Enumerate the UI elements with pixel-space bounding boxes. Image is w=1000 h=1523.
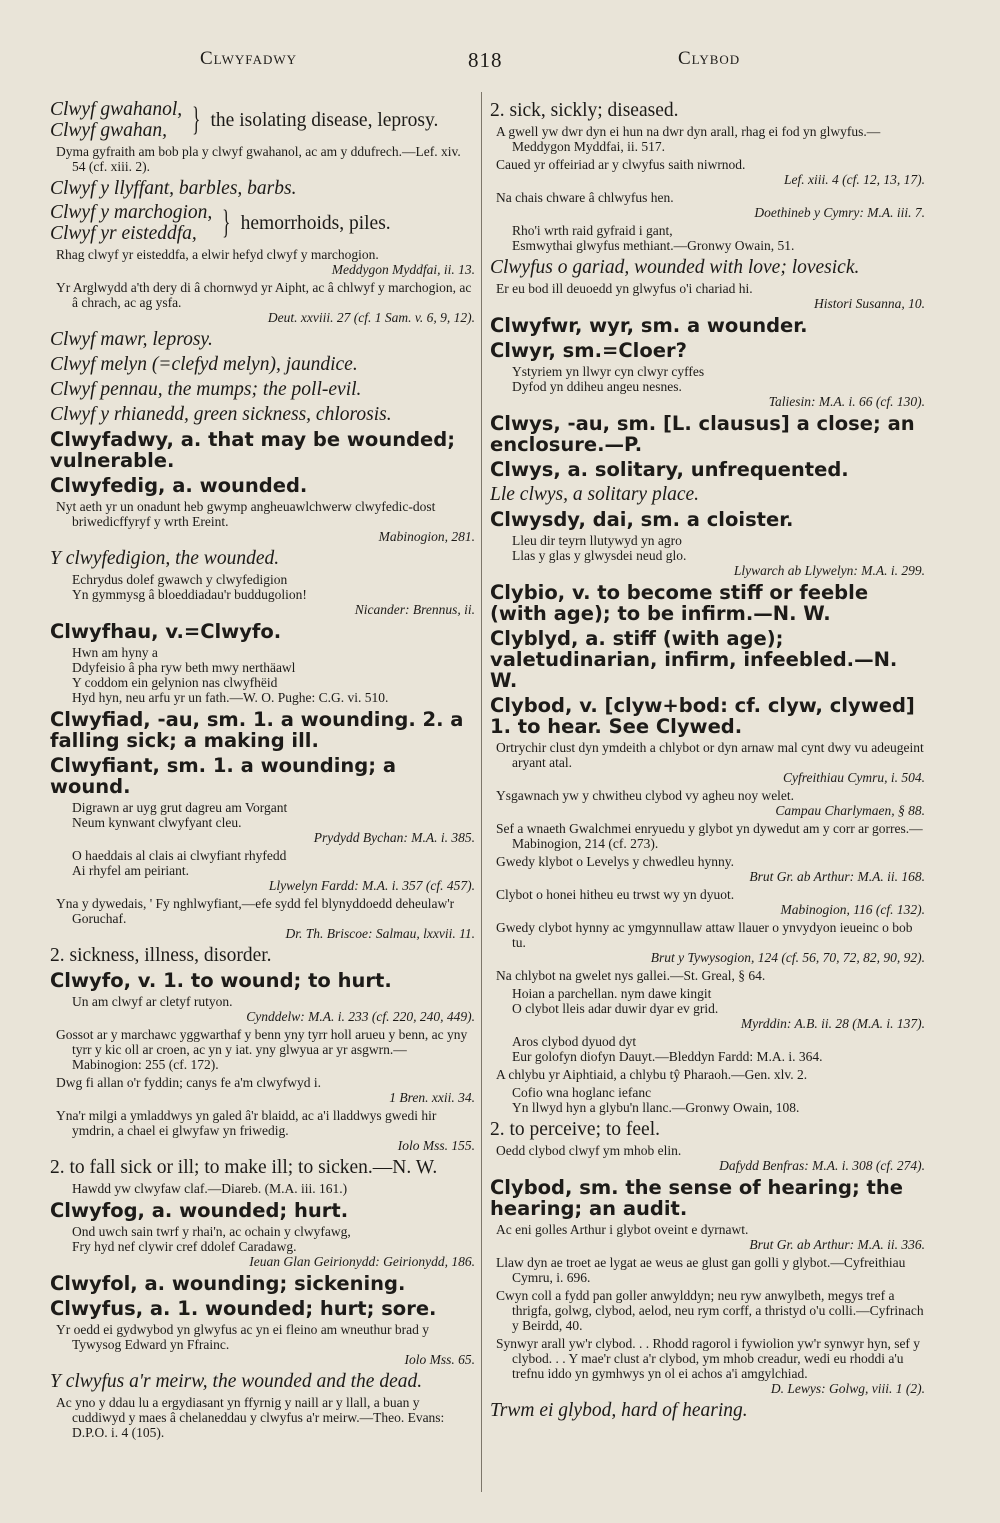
entry: Clwyf mawr, leprosy. — [50, 329, 213, 350]
quotation: Cofio wna hoglanc iefanc Yn llwyd hyn a glybu'n llanc.—Gronwy Owain, 108. — [512, 1085, 800, 1115]
column-divider — [481, 92, 482, 1492]
quotation: Caued yr offeiriad ar y clwyfus saith niwrnod. Lef. xiii. 4 (cf. 12, 13, 17). — [496, 157, 925, 187]
entry-headword: Clwyfwr, wyr, sm. a wounder. — [490, 314, 808, 337]
quotation: Lleu dir teyrn llutywyd yn agro Llas y glas y glwysdei neud glo. Llywarch ab Llywelyn: M.A. i. 299. — [512, 533, 925, 578]
entry-headword: Clwyfo, v. 1. to wound; to hurt. — [50, 969, 392, 992]
quotation-source: Mabinogion, 281. — [378, 529, 475, 544]
quotation: Cwyn coll a fydd pan goller anwylddyn; neu ryw anwylbeth, megys tref a thrigfa, golwg, clybod, aelod, neu rym corff, a thristyd o'u colli.—Cyfrinach y Beirdd, 40. — [496, 1288, 924, 1333]
entry-headword: Clwyfadwy, a. that may be wounded; vulnerable. — [50, 428, 456, 472]
entry-headword: Clwyfedig, a. wounded. — [50, 474, 308, 497]
quotation: Un am clwyf ar cletyf rutyon. Cynddelw: M.A. i. 233 (cf. 220, 240, 449). — [72, 994, 475, 1024]
quotation: Hwn am hyny a Ddyfeisio â pha ryw beth mwy nerthäawl Y coddom ein gelynion nas clwyfhëid Hyd hyn, neu arfu yr un fath.—W. O. Pughe: C.G. vi. 510. — [72, 645, 389, 705]
quotation-source: Nicander: Brennus, ii. — [354, 602, 475, 617]
quotation-source: Brut Gr. ab Arthur: M.A. ii. 336. — [749, 1237, 925, 1252]
entry: Clwyf y llyffant, barbles, barbs. — [50, 178, 297, 199]
quotation-source: Brut Gr. ab Arthur: M.A. ii. 168. — [749, 869, 925, 884]
entry-headword: Clwys, -au, sm. [L. clausus] a close; an enclosure.—P. — [490, 412, 915, 456]
quotation: Echrydus dolef gwawch y clwyfedigion Yn gymmysg â bloeddiadau'r buddugolion! Nicander: Brennus, ii. — [72, 572, 475, 617]
quotation-source: Myrddin: A.B. ii. 28 (M.A. i. 137). — [740, 1016, 925, 1031]
quotation-source: Mabinogion, 116 (cf. 132). — [780, 902, 925, 917]
brace-glyph: } — [192, 101, 201, 138]
quotation: Oedd clybod clwyf ym mhob elin. Dafydd Benfras: M.A. i. 308 (cf. 274). — [496, 1143, 925, 1173]
running-head-right: Clybod — [678, 48, 741, 69]
entry: Lle clwys, a solitary place. — [490, 484, 700, 505]
quotation-source: Brut y Tywysogion, 124 (cf. 56, 70, 72, 82, 90, 92). — [650, 950, 925, 965]
quotation: Rho'i wrth raid gyfraid i gant, Esmwythai glwyfus methiant.—Gronwy Owain, 51. — [512, 223, 795, 253]
brace-entry — [50, 202, 475, 244]
brace-glyph: } — [222, 204, 231, 241]
quotation-source: Iolo Mss. 155. — [397, 1138, 475, 1153]
quotation-source: Cyfreithiau Cymru, i. 504. — [783, 770, 925, 785]
quotation-source: Llywelyn Fardd: M.A. i. 357 (cf. 457). — [268, 878, 475, 893]
entry: Y clwyfedigion, the wounded. — [50, 548, 280, 569]
entry-headword: Clyblyd, a. stiff (with age); valetudinarian, infirm, infeebled.—N. W. — [490, 627, 898, 692]
entry-sense: 2. to fall sick or ill; to make ill; to sicken.—N. W. — [50, 1157, 438, 1178]
entry-definition: the isolating disease, leprosy. — [210, 109, 439, 131]
quotation-source: Prydydd Bychan: M.A. i. 385. — [313, 830, 475, 845]
quotation: Synwyr arall yw'r clybod. . . Rhodd ragorol i fywiolion yw'r synwyr hyn, sef y clybod. . . Y mae'r clust a'r clybod, ym mhob creadur, wedi eu rhoddi a'u trefnu iddo yn gymhwys yn ol ei achos a'i amgylchiad. D. Lewys: Golwg, viii. 1 (2). — [496, 1336, 925, 1396]
entry-line: Clwyf yr eisteddfa, — [50, 223, 197, 244]
entry-headword: Clwyfiad, -au, sm. 1. a wounding. 2. a falling sick; a making ill. — [50, 708, 464, 752]
quotation: Digrawn ar uyg grut dagreu am Vorgant Neum kynwant clwyfyant cleu. Prydydd Bychan: M.A. i. 385. — [72, 800, 475, 845]
quotation-source: Dr. Th. Briscoe: Salmau, lxxvii. 11. — [285, 926, 475, 941]
entry: Clwyf pennau, the mumps; the poll-evil. — [50, 379, 362, 400]
entry-headword: Clwysdy, dai, sm. a cloister. — [490, 508, 794, 531]
page-number: 818 — [468, 48, 503, 72]
quotation: Na chlybot na gwelet nys gallei.—St. Greal, § 64. — [496, 968, 766, 983]
entry-headword: Clwyfus, a. 1. wounded; hurt; sore. — [50, 1297, 437, 1320]
entry-headword: Clwyfol, a. wounding; sickening. — [50, 1272, 406, 1295]
entry: Trwm ei glybod, hard of hearing. — [490, 1400, 748, 1421]
quotation: Er eu bod ill deuoedd yn glwyfus o'i chariad hi. Histori Susanna, 10. — [496, 281, 925, 311]
quotation-source: Lef. xiii. 4 (cf. 12, 13, 17). — [784, 172, 925, 187]
quotation: A gwell yw dwr dyn ei hun na dwr dyn arall, rhag ei fod yn glwyfus.—Meddygon Myddfai, ii. 517. — [496, 124, 881, 154]
left-column — [50, 96, 475, 1516]
quotation-source: Dafydd Benfras: M.A. i. 308 (cf. 274). — [719, 1158, 925, 1173]
quotation: Aros clybod dyuod dyt Eur golofyn diofyn Dauyt.—Bleddyn Fardd: M.A. i. 364. — [512, 1034, 823, 1064]
quotation: Clybot o honei hitheu eu trwst wy yn dyuot. Mabinogion, 116 (cf. 132). — [496, 887, 925, 917]
quotation: Yna'r milgi a ymladdwys yn galed â'r blaidd, ac a'i lladdwys gwedi hir ymdrin, a chael ei glwyfaw yn friwedig. Iolo Mss. 155. — [56, 1108, 475, 1153]
entry-headword: Clybio, v. to become stiff or feeble (with age); to be infirm.—N. W. — [490, 581, 869, 625]
entry: Clwyf melyn (=clefyd melyn), jaundice. — [50, 354, 358, 375]
quotation: Llaw dyn ae troet ae lygat ae weus ae glust gan golli y glybot.—Cyfreithiau Cymru, i. 696. — [496, 1255, 906, 1285]
entry-line: Clwyf gwahanol, — [50, 99, 183, 120]
quotation-source: Meddygon Myddfai, ii. 13. — [331, 262, 475, 277]
quotation: Yna y dywedais, ' Fy nghlwyfiant,—efe sydd fel blynyddoedd deheulaw'r Goruchaf. Dr. Th. Briscoe: Salmau, lxxvii. 11. — [56, 896, 475, 941]
entry-sense: 2. sickness, illness, disorder. — [50, 945, 272, 966]
quotation: Ond uwch sain twrf y rhai'n, ac ochain y clwyfawg, Fry hyd nef clywir cref ddolef Caradawg. Ieuan Glan Geirionydd: Geirionydd, 186. — [72, 1224, 475, 1269]
quotation: Ystyriem yn llwyr cyn clwyr cyffes Dyfod yn ddiheu angeu nesnes. Taliesin: M.A. i. 66 (cf. 130). — [512, 364, 925, 409]
quotation-source: 1 Bren. xxii. 34. — [389, 1090, 475, 1105]
right-column — [490, 96, 925, 1516]
quotation: Sef a wnaeth Gwalchmei enryuedu y glybot yn dywedut am y corr ar gorres.—Mabinogion, 214 (cf. 273). — [496, 821, 923, 851]
entry-headword: Clwys, a. solitary, unfrequented. — [490, 458, 849, 481]
entry: Y clwyfus a'r meirw, the wounded and the dead. — [50, 1371, 423, 1392]
quotation-source: Deut. xxviii. 27 (cf. 1 Sam. v. 6, 9, 12). — [267, 310, 475, 325]
entry-line: Clwyf y marchogion, — [50, 202, 213, 223]
entry-headword: Clwyfiant, sm. 1. a wounding; a wound. — [50, 754, 396, 798]
quotation: Yr Arglwydd a'th dery di â chornwyd yr Aipht, ac â chlwyf y marchogion, ac â chrach, ac ag ysfa. Deut. xxviii. 27 (cf. 1 Sam. v. 6, 9, 12). — [56, 280, 475, 325]
quotation: Na chais chware â chlwyfus hen. Doethineb y Cymry: M.A. iii. 7. — [496, 190, 925, 220]
quotation-source: Ieuan Glan Geirionydd: Geirionydd, 186. — [249, 1254, 475, 1269]
entry-headword: Clwyfog, a. wounded; hurt. — [50, 1199, 349, 1222]
entry-headword: Clwyfhau, v.=Clwyfo. — [50, 620, 282, 643]
quotation-source: Llywarch ab Llywelyn: M.A. i. 299. — [733, 563, 925, 578]
quotation-source: Iolo Mss. 65. — [404, 1352, 475, 1367]
quotation-source: Taliesin: M.A. i. 66 (cf. 130). — [768, 394, 925, 409]
quotation: O haeddais al clais ai clwyfiant rhyfedd Ai rhyfel am peiriant. Llywelyn Fardd: M.A. i. 357 (cf. 457). — [72, 848, 475, 893]
entry: Clwyfus o gariad, wounded with love; lovesick. — [490, 257, 860, 278]
quotation: Gwedy clybot hynny ac ymgynnullaw attaw llauer o ynvydyon ieueinc o bob tu. Brut y Tywysogion, 124 (cf. 56, 70, 72, 82, 90, 92). — [496, 920, 925, 965]
quotation: Ysgawnach yw y chwitheu clybod vy agheu noy welet. Campau Charlymaen, § 88. — [496, 788, 925, 818]
quotation: A chlybu yr Aiphtiaid, a chlybu tŷ Pharaoh.—Gen. xlv. 2. — [496, 1067, 808, 1082]
quotation: Ac eni golles Arthur i glybot oveint e dyrnawt. Brut Gr. ab Arthur: M.A. ii. 336. — [496, 1222, 925, 1252]
entry: Clwyf y rhianedd, green sickness, chlorosis. — [50, 404, 392, 425]
brace-entry — [50, 99, 475, 141]
quotation: Ac yno y ddau lu a ergydiasant yn ffyrnig y naill ar y llall, a buan y cuddiwyd y maes â chelaneddau y clwyfus a'r meirw.—Theo. Evans: D.P.O. i. 4 (105). — [56, 1395, 445, 1440]
entry-line: Clwyf gwahan, — [50, 120, 168, 141]
entry-sense: 2. sick, sickly; diseased. — [490, 100, 679, 121]
entry-headword: Clybod, v. [clyw+bod: cf. clyw, clywed] 1. to hear. See Clywed. — [490, 694, 915, 738]
entry-headword: Clwyr, sm.=Cloer? — [490, 339, 687, 362]
quotation-source: Cynddelw: M.A. i. 233 (cf. 220, 240, 449). — [246, 1009, 475, 1024]
quotation: Gwedy klybot o Levelys y chwedleu hynny. Brut Gr. ab Arthur: M.A. ii. 168. — [496, 854, 925, 884]
quotation-source: D. Lewys: Golwg, viii. 1 (2). — [770, 1381, 925, 1396]
entry-definition: hemorrhoids, piles. — [240, 212, 391, 234]
quotation: Dwg fi allan o'r fyddin; canys fe a'm clwyfwyd i. 1 Bren. xxii. 34. — [56, 1075, 475, 1105]
quotation: Hawdd yw clwyfaw claf.—Diareb. (M.A. iii. 161.) — [72, 1181, 348, 1196]
running-head-left: Clwyfadwy — [200, 48, 298, 69]
quotation: Nyt aeth yr un onadunt heb gwymp angheuawlchwerw clwyfedic-dost briwedicffyryf y wrth Ereint. Mabinogion, 281. — [56, 499, 475, 544]
quotation: Gossot ar y marchawc yggwarthaf y benn yny tyrr holl arueu y benn, ac yny tyrr y kic oll ar croen, ac yn y iat. yny glwyua ar yr asgwrn.—Mabinogion: 255 (cf. 172). — [56, 1027, 468, 1072]
quotation: Yr oedd ei gydwybod yn glwyfus ac yn ei fleino am wneuthur brad y Tywysog Edward yn Ffrainc. Iolo Mss. 65. — [56, 1322, 475, 1367]
quotation: Rhag clwyf yr eisteddfa, a elwir hefyd clwyf y marchogion. Meddygon Myddfai, ii. 13. — [56, 247, 475, 277]
quotation-source: Campau Charlymaen, § 88. — [775, 803, 925, 818]
quotation: Dyma gyfraith am bob pla y clwyf gwahanol, ac am y ddufrech.—Lef. xiv. 54 (cf. xiii. 2). — [56, 144, 461, 174]
quotation: Ortrychir clust dyn ymdeith a chlybot or dyn arnaw mal cynt dwy vu adeugeint aryant atal. Cyfreithiau Cymru, i. 504. — [496, 740, 925, 785]
quotation: Hoian a parchellan. nym dawe kingit O clybot lleis adar duwir dyar ev grid. Myrddin: A.B. ii. 28 (M.A. i. 137). — [512, 986, 925, 1031]
entry-headword: Clybod, sm. the sense of hearing; the hearing; an audit. — [490, 1176, 903, 1220]
entry-sense: 2. to perceive; to feel. — [490, 1119, 661, 1140]
quotation-source: Histori Susanna, 10. — [813, 296, 925, 311]
quotation-source: Doethineb y Cymry: M.A. iii. 7. — [754, 205, 925, 220]
